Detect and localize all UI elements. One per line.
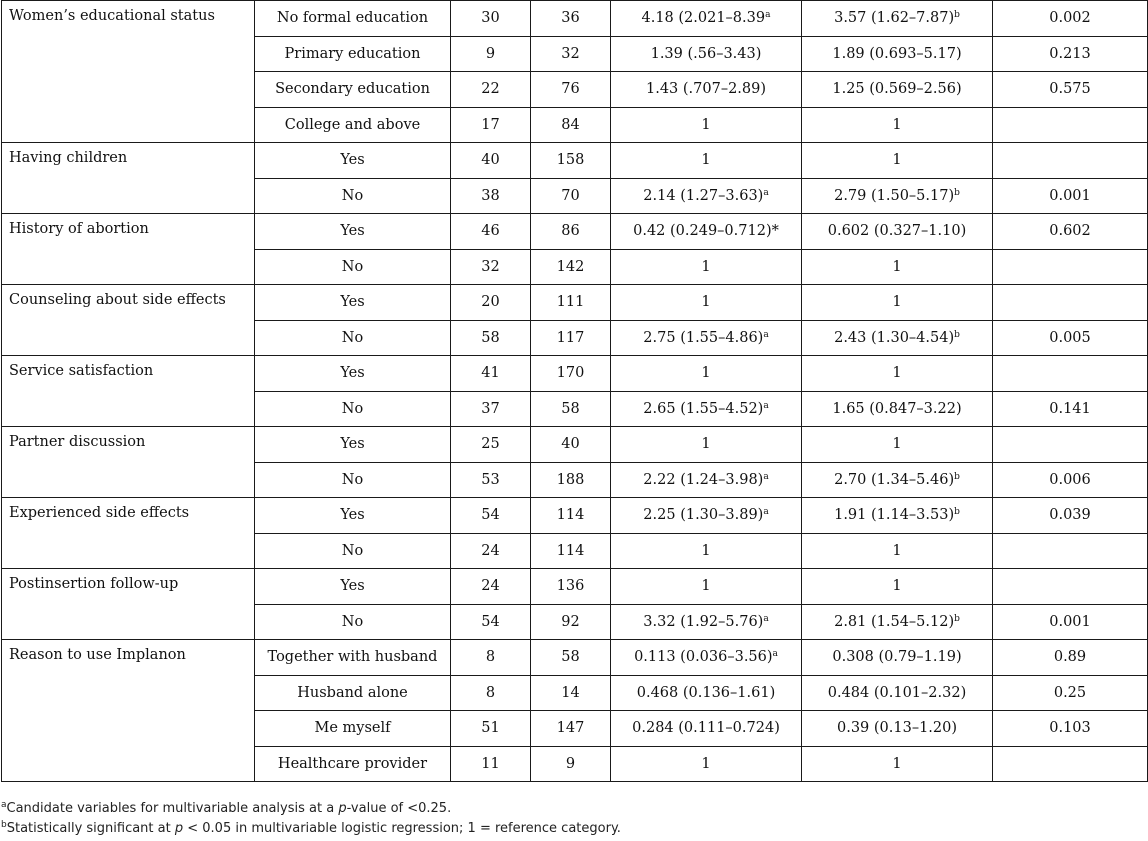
yes-count-cell: 32: [451, 249, 531, 285]
table-row: [2, 498, 1148, 534]
p-value-cell: 0.001: [993, 604, 1148, 640]
aor-value: 1.89 (0.693–5.17): [832, 45, 962, 62]
yes-count-cell: 25: [451, 427, 531, 463]
aor-cell: [802, 604, 993, 640]
cor-cell: [611, 711, 802, 747]
aor-cell: [802, 320, 993, 356]
p-value-cell: 0.002: [993, 1, 1148, 37]
category-cell: Yes: [255, 143, 451, 179]
cor-cell: [611, 285, 802, 321]
aor-value: 1: [892, 542, 902, 559]
cor-superscript: a: [763, 613, 769, 624]
no-count-cell: 14: [531, 675, 611, 711]
aor-cell: [802, 427, 993, 463]
category-cell: No: [255, 604, 451, 640]
p-value-cell: [993, 356, 1148, 392]
yes-count-cell: 11: [451, 746, 531, 782]
footnote-b-mark: b: [1, 820, 7, 830]
yes-count-cell: 53: [451, 462, 531, 498]
yes-count-cell: 38: [451, 178, 531, 214]
variable-cell: Reason to use Implanon: [2, 640, 255, 782]
category-cell: No formal education: [255, 1, 451, 37]
variable-cell: Having children: [2, 143, 255, 214]
table-row: [2, 427, 1148, 463]
category-cell: Husband alone: [255, 675, 451, 711]
cor-cell: [611, 746, 802, 782]
variable-cell: Women’s educational status: [2, 1, 255, 143]
table-row: [2, 143, 1148, 179]
p-value-cell: 0.006: [993, 462, 1148, 498]
cor-cell: [611, 356, 802, 392]
cor-cell: [611, 214, 802, 250]
p-value-cell: [993, 427, 1148, 463]
variable-cell: Service satisfaction: [2, 356, 255, 427]
footnote-a-italic: p: [338, 801, 347, 816]
no-count-cell: 32: [531, 36, 611, 72]
cor-value: 1.43 (.707–2.89): [645, 81, 767, 98]
aor-value: 1: [892, 152, 902, 169]
cor-value: 1: [701, 152, 711, 169]
aor-cell: [802, 72, 993, 108]
footnote-b-text-2: < 0.05 in multivariable logistic regression; 1 = reference category.: [183, 821, 621, 836]
yes-count-cell: 41: [451, 356, 531, 392]
aor-superscript: b: [954, 507, 960, 518]
no-count-cell: 86: [531, 214, 611, 250]
no-count-cell: 9: [531, 746, 611, 782]
aor-value: 1: [892, 365, 902, 382]
p-value-cell: [993, 107, 1148, 143]
cor-superscript: a: [765, 10, 771, 21]
p-value-cell: 0.005: [993, 320, 1148, 356]
category-cell: No: [255, 178, 451, 214]
p-value-cell: 0.039: [993, 498, 1148, 534]
aor-cell: [802, 1, 993, 37]
aor-value: 1: [892, 116, 902, 133]
no-count-cell: 84: [531, 107, 611, 143]
category-cell: Yes: [255, 285, 451, 321]
cor-value: 2.22 (1.24–3.98): [643, 471, 764, 488]
cor-value: 0.113 (0.036–3.56): [634, 649, 773, 666]
cor-superscript: a: [763, 400, 769, 411]
cor-cell: [611, 533, 802, 569]
yes-count-cell: 58: [451, 320, 531, 356]
cor-cell: [611, 72, 802, 108]
aor-cell: [802, 711, 993, 747]
category-cell: No: [255, 249, 451, 285]
no-count-cell: 36: [531, 1, 611, 37]
p-value-cell: 0.141: [993, 391, 1148, 427]
cor-cell: [611, 1, 802, 37]
category-cell: No: [255, 320, 451, 356]
category-cell: Yes: [255, 356, 451, 392]
aor-cell: [802, 533, 993, 569]
aor-value: 2.43 (1.30–4.54): [834, 329, 955, 346]
yes-count-cell: 24: [451, 569, 531, 605]
cor-cell: [611, 107, 802, 143]
aor-value: 1: [892, 436, 902, 453]
aor-value: 0.602 (0.327–1.10): [827, 223, 967, 240]
p-value-cell: [993, 533, 1148, 569]
aor-value: 3.57 (1.62–7.87): [834, 10, 955, 27]
yes-count-cell: 9: [451, 36, 531, 72]
table-row: [2, 640, 1148, 676]
table-row: [2, 214, 1148, 250]
results-table-body: [2, 1, 1148, 782]
footnote-a: [1, 801, 451, 816]
no-count-cell: 114: [531, 498, 611, 534]
p-value-cell: 0.575: [993, 72, 1148, 108]
cor-cell: [611, 498, 802, 534]
cor-superscript: a: [763, 329, 769, 340]
category-cell: College and above: [255, 107, 451, 143]
aor-value: 2.81 (1.54–5.12): [834, 613, 955, 630]
cor-cell: [611, 249, 802, 285]
no-count-cell: 92: [531, 604, 611, 640]
category-cell: Me myself: [255, 711, 451, 747]
results-table: [1, 0, 1148, 782]
aor-cell: [802, 746, 993, 782]
aor-value: 1.25 (0.569–2.56): [832, 81, 962, 98]
no-count-cell: 58: [531, 391, 611, 427]
cor-value: 2.75 (1.55–4.86): [643, 329, 764, 346]
category-cell: Yes: [255, 214, 451, 250]
aor-cell: [802, 285, 993, 321]
footnote-a-mark: a: [1, 800, 7, 810]
cor-cell: [611, 178, 802, 214]
category-cell: No: [255, 533, 451, 569]
variable-cell: Postinsertion follow-up: [2, 569, 255, 640]
cor-value: 2.65 (1.55–4.52): [643, 400, 764, 417]
cor-value: 1: [701, 578, 711, 595]
aor-cell: [802, 569, 993, 605]
cor-cell: [611, 391, 802, 427]
p-value-cell: 0.103: [993, 711, 1148, 747]
aor-superscript: b: [954, 187, 960, 198]
category-cell: No: [255, 391, 451, 427]
footnote-b-italic: p: [174, 821, 184, 836]
p-value-cell: [993, 746, 1148, 782]
yes-count-cell: 54: [451, 498, 531, 534]
no-count-cell: 114: [531, 533, 611, 569]
p-value-cell: 0.213: [993, 36, 1148, 72]
cor-value: 1: [701, 258, 711, 275]
cor-value: 1: [701, 542, 711, 559]
p-value-cell: [993, 143, 1148, 179]
no-count-cell: 170: [531, 356, 611, 392]
aor-cell: [802, 36, 993, 72]
yes-count-cell: 8: [451, 675, 531, 711]
aor-cell: [802, 107, 993, 143]
no-count-cell: 188: [531, 462, 611, 498]
yes-count-cell: 40: [451, 143, 531, 179]
yes-count-cell: 20: [451, 285, 531, 321]
table-row: [2, 356, 1148, 392]
cor-cell: [611, 604, 802, 640]
aor-cell: [802, 356, 993, 392]
aor-value: 1: [892, 294, 902, 311]
aor-value: 0.308 (0.79–1.19): [832, 649, 962, 666]
footnote-a-text-2: -value of <0.25.: [346, 801, 452, 816]
category-cell: Yes: [255, 569, 451, 605]
aor-value: 1.65 (0.847–3.22): [832, 400, 962, 417]
aor-superscript: b: [954, 471, 960, 482]
yes-count-cell: 24: [451, 533, 531, 569]
category-cell: Primary education: [255, 36, 451, 72]
cor-value: 0.284 (0.111–0.724): [632, 720, 780, 737]
cor-value: 1: [701, 755, 711, 772]
aor-value: 0.484 (0.101–2.32): [827, 684, 967, 701]
cor-value: 4.18 (2.021–8.39: [641, 10, 766, 27]
cor-cell: [611, 36, 802, 72]
p-value-cell: [993, 569, 1148, 605]
variable-cell: History of abortion: [2, 214, 255, 285]
cor-cell: [611, 427, 802, 463]
cor-cell: [611, 320, 802, 356]
aor-superscript: b: [954, 10, 960, 21]
yes-count-cell: 37: [451, 391, 531, 427]
aor-cell: [802, 178, 993, 214]
no-count-cell: 142: [531, 249, 611, 285]
category-cell: Yes: [255, 427, 451, 463]
cor-value: 0.42 (0.249–0.712): [633, 223, 772, 240]
p-value-cell: 0.602: [993, 214, 1148, 250]
no-count-cell: 76: [531, 72, 611, 108]
footnote-b: [1, 821, 621, 836]
category-cell: Healthcare provider: [255, 746, 451, 782]
yes-count-cell: 22: [451, 72, 531, 108]
table-row: [2, 285, 1148, 321]
aor-cell: [802, 249, 993, 285]
yes-count-cell: 51: [451, 711, 531, 747]
no-count-cell: 40: [531, 427, 611, 463]
table-row: [2, 569, 1148, 605]
aor-value: 2.79 (1.50–5.17): [834, 187, 955, 204]
cor-value: 1: [701, 436, 711, 453]
cor-value: 0.468 (0.136–1.61): [636, 684, 776, 701]
no-count-cell: 58: [531, 640, 611, 676]
cor-value: 3.32 (1.92–5.76): [643, 613, 764, 630]
cor-cell: [611, 143, 802, 179]
no-count-cell: 158: [531, 143, 611, 179]
aor-superscript: b: [954, 329, 960, 340]
p-value-cell: [993, 249, 1148, 285]
aor-cell: [802, 675, 993, 711]
no-count-cell: 70: [531, 178, 611, 214]
cor-superscript: a: [763, 471, 769, 482]
cor-value: 2.14 (1.27–3.63): [643, 187, 764, 204]
aor-value: 1: [892, 258, 902, 275]
cor-cell: [611, 640, 802, 676]
yes-count-cell: 8: [451, 640, 531, 676]
aor-cell: [802, 214, 993, 250]
category-cell: No: [255, 462, 451, 498]
cor-cell: [611, 675, 802, 711]
yes-count-cell: 17: [451, 107, 531, 143]
no-count-cell: 117: [531, 320, 611, 356]
p-value-cell: [993, 285, 1148, 321]
aor-cell: [802, 498, 993, 534]
cor-tail: *: [771, 223, 779, 240]
yes-count-cell: 30: [451, 1, 531, 37]
aor-cell: [802, 391, 993, 427]
category-cell: Secondary education: [255, 72, 451, 108]
aor-cell: [802, 640, 993, 676]
cor-value: 1: [701, 294, 711, 311]
aor-cell: [802, 462, 993, 498]
category-cell: Yes: [255, 498, 451, 534]
category-cell: Together with husband: [255, 640, 451, 676]
no-count-cell: 136: [531, 569, 611, 605]
aor-superscript: b: [954, 613, 960, 624]
table-row: [2, 1, 1148, 37]
cor-value: 1: [701, 116, 711, 133]
cor-cell: [611, 462, 802, 498]
p-value-cell: 0.89: [993, 640, 1148, 676]
p-value-cell: 0.001: [993, 178, 1148, 214]
cor-superscript: a: [763, 187, 769, 198]
cor-value: 1: [701, 365, 711, 382]
cor-value: 2.25 (1.30–3.89): [643, 507, 764, 524]
yes-count-cell: 54: [451, 604, 531, 640]
p-value-cell: 0.25: [993, 675, 1148, 711]
cor-superscript: a: [772, 649, 778, 660]
cor-cell: [611, 569, 802, 605]
no-count-cell: 147: [531, 711, 611, 747]
cor-value: 1.39 (.56–3.43): [650, 45, 762, 62]
yes-count-cell: 46: [451, 214, 531, 250]
aor-value: 1: [892, 578, 902, 595]
variable-cell: Partner discussion: [2, 427, 255, 498]
footnote-b-text-1: Statistically significant at: [6, 821, 175, 836]
footnote-a-text-1: Candidate variables for multivariable analysis at a: [6, 801, 339, 816]
variable-cell: Counseling about side effects: [2, 285, 255, 356]
variable-cell: Experienced side effects: [2, 498, 255, 569]
aor-value: 1.91 (1.14–3.53): [834, 507, 955, 524]
aor-value: 2.70 (1.34–5.46): [834, 471, 955, 488]
aor-value: 0.39 (0.13–1.20): [836, 720, 958, 737]
aor-cell: [802, 143, 993, 179]
no-count-cell: 111: [531, 285, 611, 321]
aor-value: 1: [892, 755, 902, 772]
cor-superscript: a: [763, 507, 769, 518]
